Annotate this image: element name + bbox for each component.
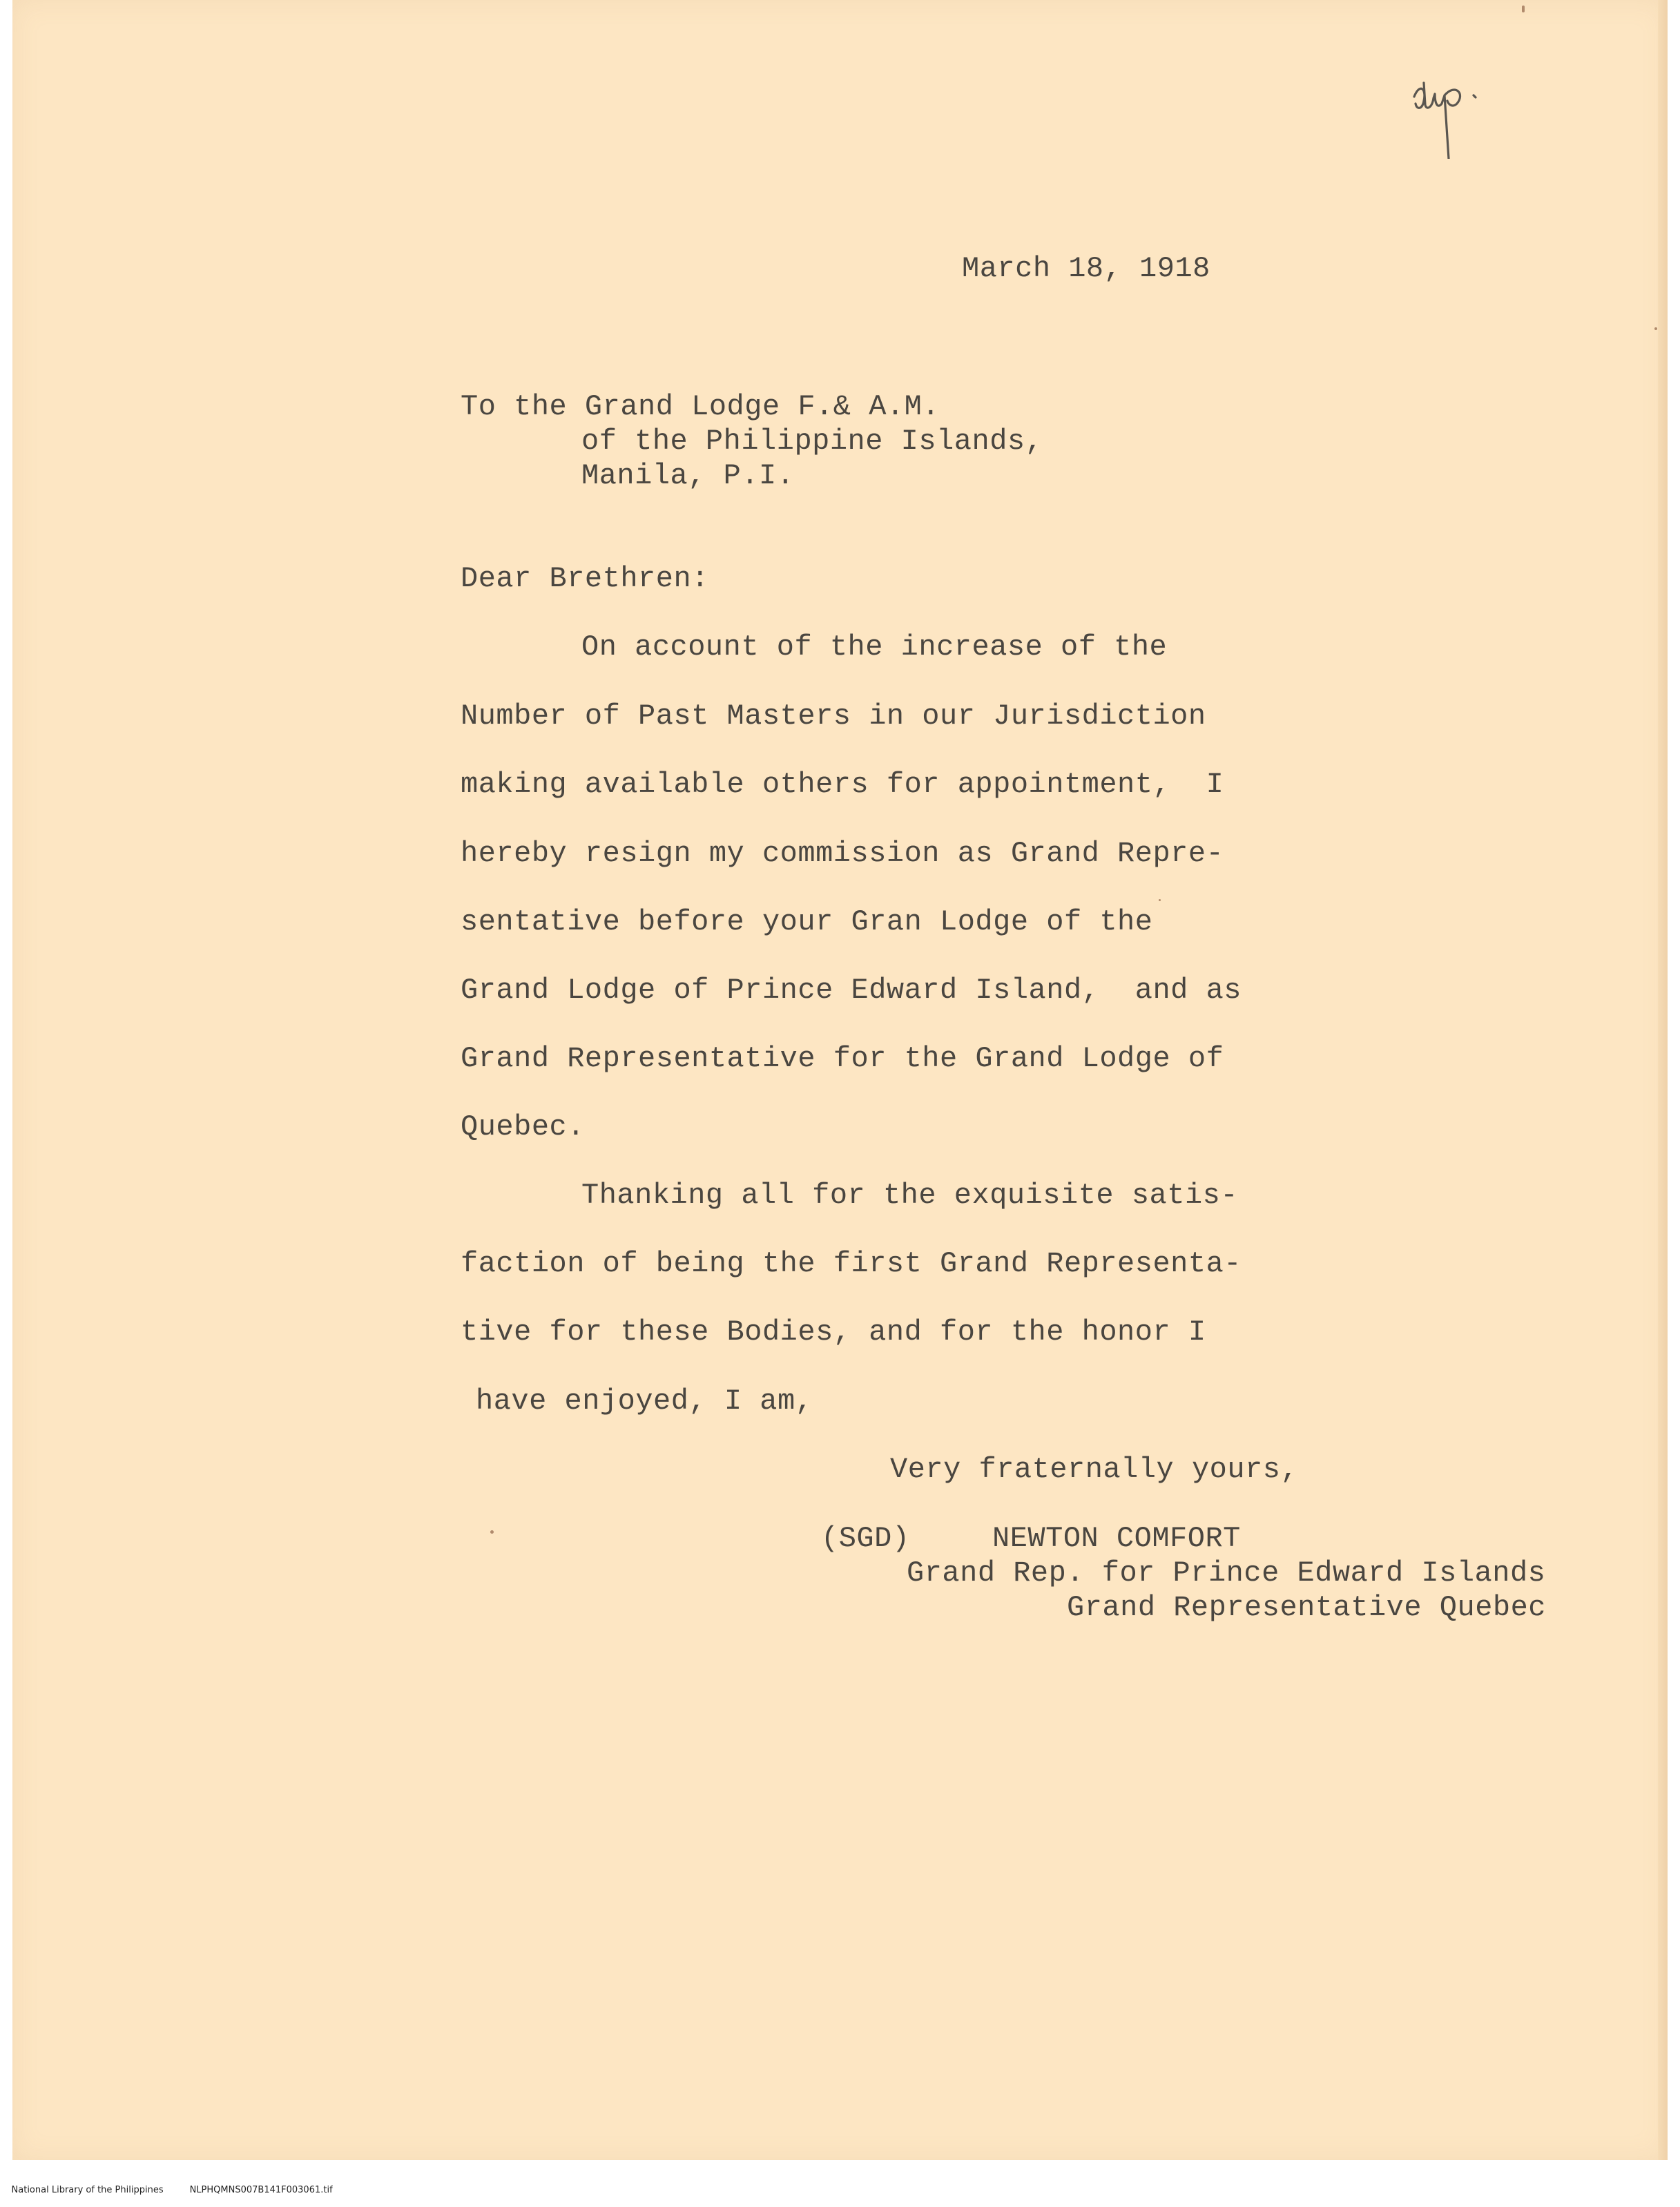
- body-line: tive for these Bodies, and for the honor I: [461, 1315, 1206, 1349]
- body-line: Quebec.: [461, 1110, 585, 1144]
- letter-page: [12, 0, 1668, 2160]
- handwritten-annotation: [1407, 55, 1490, 159]
- body-line: Thanking all for the exquisite satis-: [581, 1179, 1239, 1212]
- paper-speck: [1654, 327, 1657, 330]
- paper-speck: [1522, 6, 1525, 12]
- closing: Very fraternally yours,: [890, 1453, 1299, 1486]
- body-line: have enjoyed, I am,: [476, 1385, 813, 1418]
- body-line: On account of the increase of the: [581, 630, 1168, 664]
- address-line-2: of the Philippine Islands,: [581, 425, 1043, 458]
- page-edge-shadow: [1658, 0, 1668, 2160]
- body-line: Grand Representative for the Grand Lodge of: [461, 1042, 1224, 1075]
- footer-filename: NLPHQMNS007B141F003061.tif: [189, 2185, 333, 2195]
- salutation: Dear Brethren:: [461, 562, 709, 595]
- signature-title-2: Grand Representative Quebec: [1067, 1591, 1547, 1624]
- body-line: Number of Past Masters in our Jurisdiction: [461, 700, 1206, 733]
- signature-title-1: Grand Rep. for Prince Edward Islands: [907, 1557, 1546, 1590]
- scan-footer: [0, 2174, 333, 2207]
- body-line: faction of being the first Grand Representa-: [461, 1247, 1242, 1280]
- body-line: making available others for appointment, I: [461, 768, 1224, 801]
- paper-speck: [490, 1530, 494, 1534]
- address-line-3: Manila, P.I.: [581, 459, 795, 492]
- body-line: hereby resign my commission as Grand Repre-: [461, 837, 1224, 870]
- signature-name: NEWTON COMFORT: [992, 1522, 1241, 1555]
- body-line: sentative before your Gran Lodge of the: [461, 905, 1153, 938]
- body-line: Grand Lodge of Prince Edward Island, and as: [461, 974, 1242, 1007]
- signature-sgd: (SGD): [821, 1522, 910, 1555]
- address-line-1: To the Grand Lodge F.& A.M.: [461, 390, 940, 423]
- paper-speck: [1159, 899, 1161, 901]
- letter-date: March 18, 1918: [962, 252, 1210, 285]
- footer-institution: National Library of the Philippines: [11, 2185, 164, 2195]
